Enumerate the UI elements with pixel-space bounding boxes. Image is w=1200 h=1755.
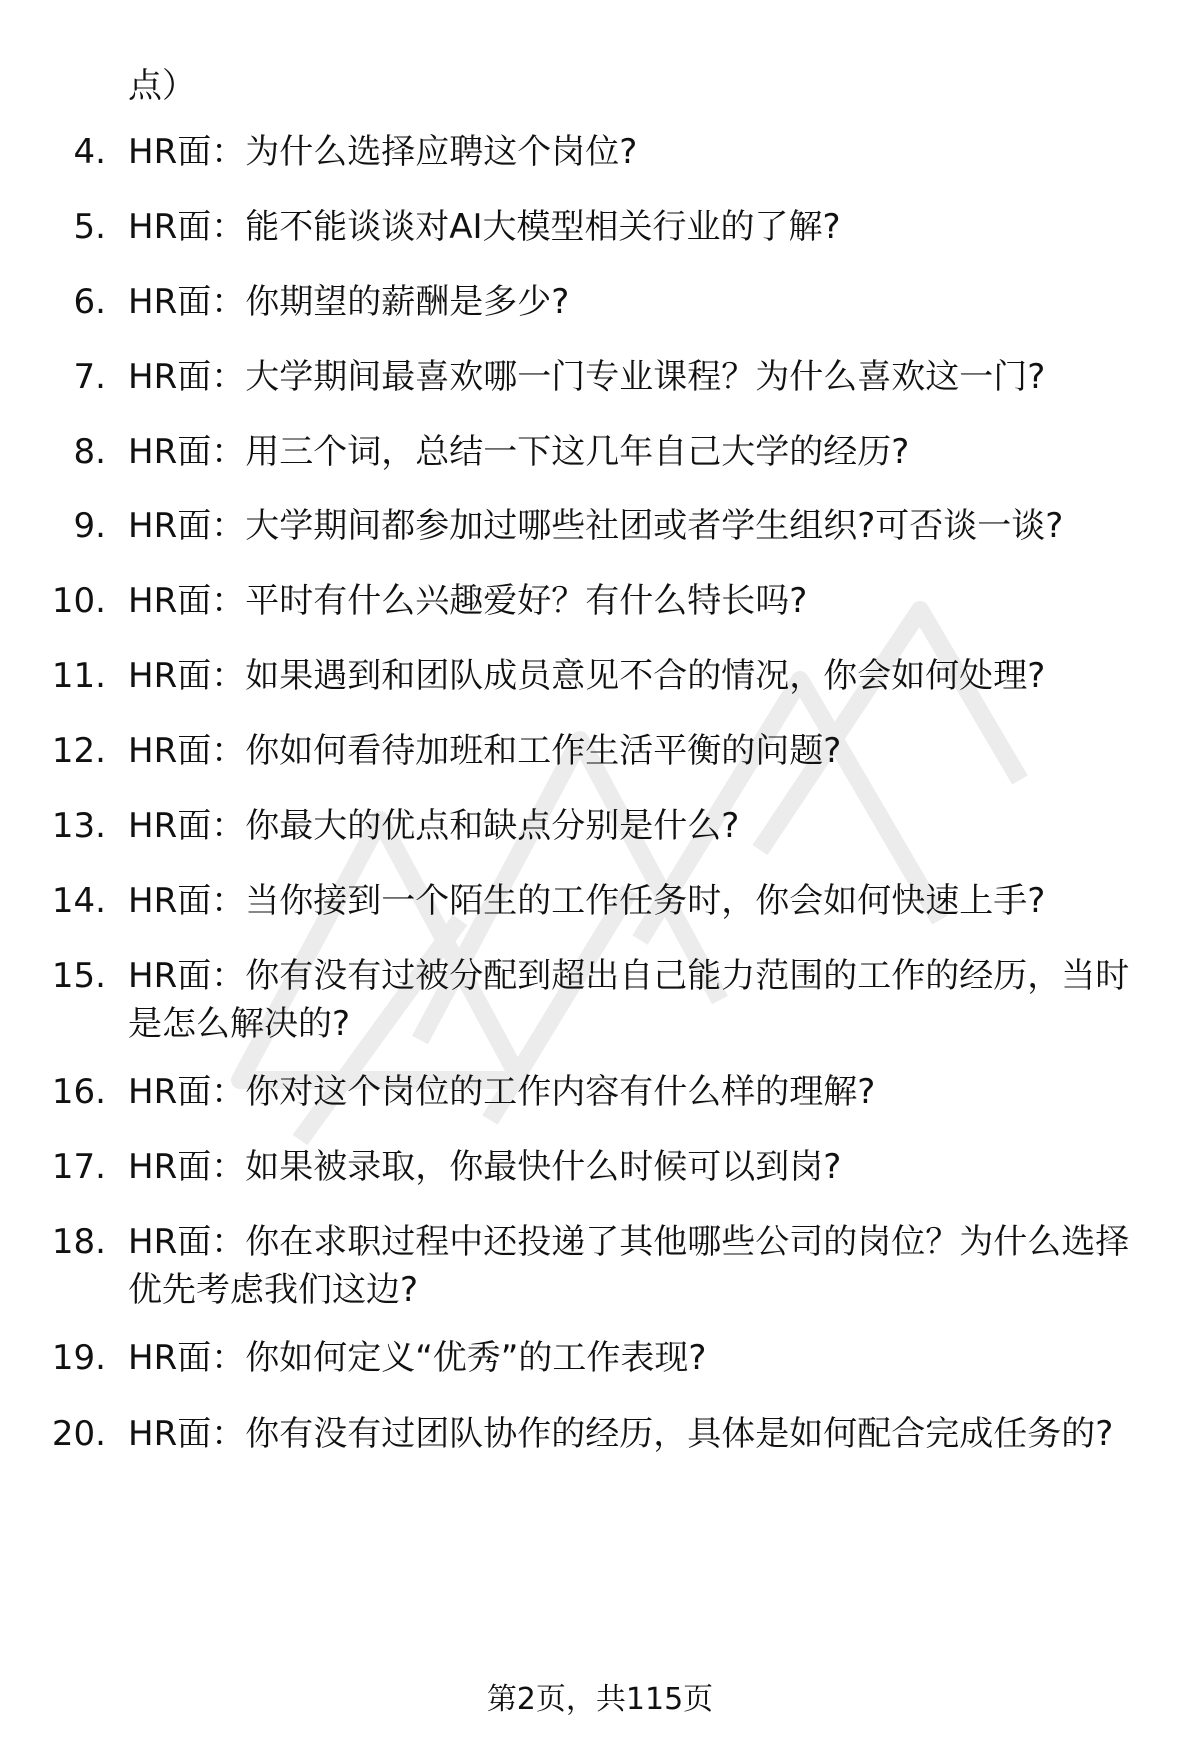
item-number: 11. [51, 656, 106, 696]
item-number: 5. [73, 207, 106, 247]
item-text: HR面：大学期间都参加过哪些社团或者学生组织?可否谈一谈? [128, 506, 1064, 546]
item-text: HR面：你对这个岗位的工作内容有什么样的理解? [128, 1072, 876, 1112]
item-text: HR面：能不能谈谈对AI大模型相关行业的了解? [128, 207, 841, 247]
item-text: HR面：为什么选择应聘这个岗位? [128, 132, 638, 172]
item-number: 9. [73, 506, 106, 546]
item-text: HR面：你最大的优点和缺点分别是什么? [128, 806, 740, 846]
item-number: 19. [51, 1338, 106, 1378]
item-number: 13. [51, 806, 106, 846]
item-text: HR面：如果遇到和团队成员意见不合的情况，你会如何处理? [128, 656, 1046, 696]
item-text: HR面：你期望的薪酬是多少? [128, 282, 570, 322]
item-number: 15. [51, 956, 106, 996]
item-text: HR面：你在求职过程中还投递了其他哪些公司的岗位？为什么选择优先考虑我们这边? [128, 1222, 1130, 1310]
item-number: 17. [51, 1147, 106, 1187]
item-number: 6. [73, 282, 106, 322]
item-number: 14. [51, 881, 106, 921]
item-text: HR面：大学期间最喜欢哪一门专业课程？为什么喜欢这一门? [128, 357, 1046, 397]
item-number: 8. [73, 432, 106, 472]
item-number: 16. [51, 1072, 106, 1112]
item-text: HR面：如果被录取，你最快什么时候可以到岗? [128, 1147, 842, 1187]
item-number: 20. [51, 1414, 106, 1454]
continued-line: 点） [128, 66, 196, 106]
item-number: 10. [51, 581, 106, 621]
item-text: HR面：平时有什么兴趣爱好？有什么特长吗? [128, 581, 808, 621]
item-text: HR面：你有没有过被分配到超出自己能力范围的工作的经历，当时是怎么解决的? [128, 956, 1130, 1044]
item-text: HR面：用三个词，总结一下这几年自己大学的经历? [128, 432, 910, 472]
item-text: HR面：你如何看待加班和工作生活平衡的问题? [128, 731, 842, 771]
item-number: 7. [73, 357, 106, 397]
item-number: 18. [51, 1222, 106, 1262]
item-number: 12. [51, 731, 106, 771]
page-footer: 第2页，共115页 [486, 1682, 714, 1717]
item-text: HR面：当你接到一个陌生的工作任务时，你会如何快速上手? [128, 881, 1046, 921]
item-number: 4. [73, 132, 106, 172]
item-text: HR面：你如何定义“优秀”的工作表现? [128, 1338, 707, 1378]
item-text: HR面：你有没有过团队协作的经历，具体是如何配合完成任务的? [128, 1414, 1114, 1454]
